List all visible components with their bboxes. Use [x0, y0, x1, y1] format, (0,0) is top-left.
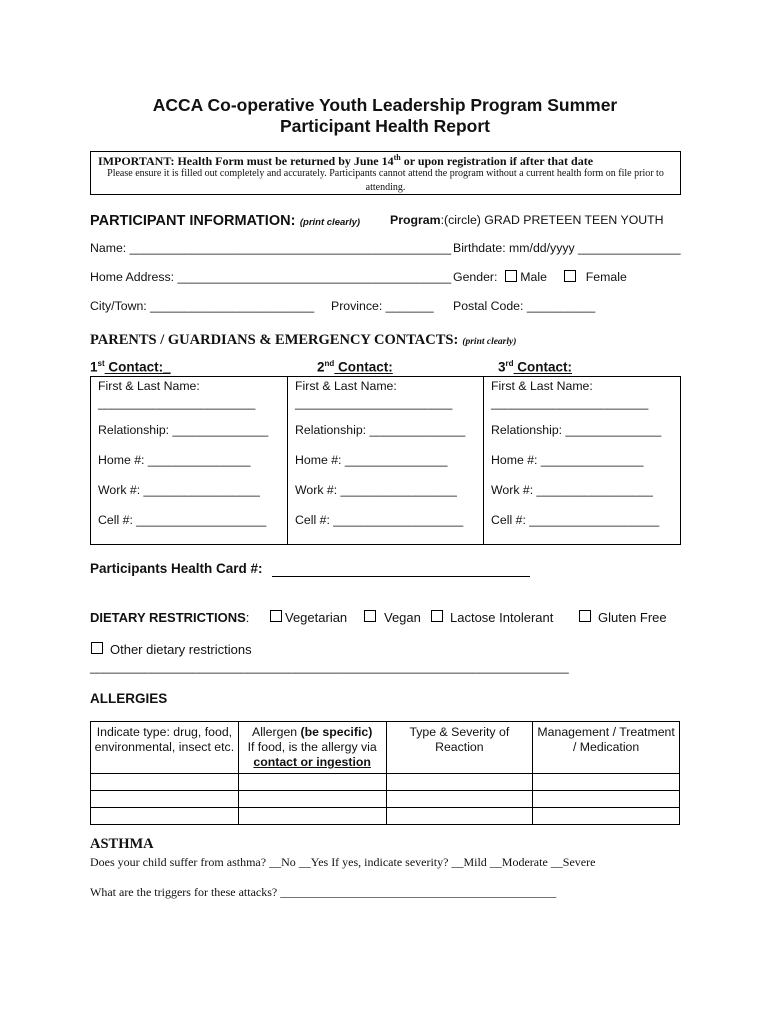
- table-cell[interactable]: [533, 774, 680, 791]
- allergies-table: [90, 721, 680, 825]
- table-cell[interactable]: [91, 791, 239, 808]
- table-cell[interactable]: [91, 774, 239, 791]
- contact-3-cell-field[interactable]: Cell #: ___________________: [491, 513, 660, 527]
- important-line2: Please ensure it is filled out completely and accurately. Participants cannot attend the program without a current health form on file prior to attending.: [107, 168, 664, 193]
- other-dietary-checkbox[interactable]: [91, 642, 103, 654]
- other-dietary-label: Other dietary restrictions: [110, 642, 252, 657]
- contact-1-column: [91, 377, 287, 544]
- contact-3-relationship-field[interactable]: Relationship: ______________: [491, 423, 662, 437]
- lactose-intolerant-checkbox[interactable]: [431, 610, 443, 622]
- vegan-checkbox[interactable]: [364, 610, 376, 622]
- contacts-table: [90, 376, 681, 545]
- asthma-heading: ASTHMA: [90, 836, 154, 852]
- male-label: Male: [520, 270, 547, 284]
- contact-2-cell-field[interactable]: Cell #: ___________________: [295, 513, 464, 527]
- table-cell[interactable]: [533, 808, 680, 825]
- lactose-intolerant-label: Lactose Intolerant: [450, 610, 554, 625]
- contact-2-column: [287, 377, 484, 544]
- table-row: [91, 808, 680, 825]
- table-cell[interactable]: [238, 808, 386, 825]
- asthma-question[interactable]: Does your child suffer from asthma? __No __Yes If yes, indicate severity? __Mild __Moderate __Severe: [90, 855, 596, 869]
- table-cell[interactable]: [533, 791, 680, 808]
- gender-field: Gender: Male Female: [453, 270, 627, 284]
- contact-1-work-field[interactable]: Work #: _________________: [98, 483, 260, 497]
- contact-1-name-label: First & Last Name:: [98, 379, 200, 393]
- vegetarian-label: Vegetarian: [285, 610, 348, 625]
- contact-1-home-field[interactable]: Home #: _______________: [98, 453, 251, 467]
- severity-header: Type & Severity of Reaction: [386, 722, 533, 774]
- table-cell[interactable]: [386, 808, 533, 825]
- contact-2-name-field[interactable]: _______________________: [295, 396, 453, 410]
- contact-1-heading: 1st Contact:_: [90, 359, 171, 375]
- health-card-label: Participants Health Card #:: [90, 561, 263, 576]
- asthma-triggers-question[interactable]: What are the triggers for these attacks? ______________________________________________: [90, 885, 557, 899]
- vegetarian-checkbox[interactable]: [270, 610, 282, 622]
- contact-3-heading: 3rd Contact:: [498, 359, 573, 375]
- birthdate-field[interactable]: Birthdate: mm/dd/yyyy _______________: [453, 241, 681, 255]
- page-subtitle: Participant Health Report: [279, 116, 491, 136]
- male-checkbox[interactable]: [505, 270, 517, 282]
- contact-2-work-field[interactable]: Work #: _________________: [295, 483, 457, 497]
- contact-3-home-field[interactable]: Home #: _______________: [491, 453, 644, 467]
- other-dietary-field[interactable]: ______________________________________________________________________: [90, 660, 569, 674]
- health-card-input[interactable]: [272, 576, 530, 577]
- allergy-type-header: Indicate type: drug, food, environmental, insect etc.: [91, 722, 239, 774]
- table-cell[interactable]: [386, 774, 533, 791]
- contact-2-relationship-field[interactable]: Relationship: ______________: [295, 423, 466, 437]
- contact-2-home-field[interactable]: Home #: _______________: [295, 453, 448, 467]
- contact-1-relationship-field[interactable]: Relationship: ______________: [98, 423, 269, 437]
- allergen-header: Allergen (be specific) If food, is the allergy via contact or ingestion: [238, 722, 386, 774]
- vegan-label: Vegan: [384, 610, 421, 625]
- contacts-heading: PARENTS / GUARDIANS & EMERGENCY CONTACTS: (print clearly): [90, 332, 517, 348]
- dietary-heading: DIETARY RESTRICTIONS: [90, 610, 246, 625]
- table-cell[interactable]: [238, 791, 386, 808]
- female-label: Female: [585, 270, 627, 284]
- allergies-header-row: [91, 722, 680, 774]
- contact-3-name-label: First & Last Name:: [491, 379, 593, 393]
- contact-3-work-field[interactable]: Work #: _________________: [491, 483, 653, 497]
- contact-2-name-label: First & Last Name:: [295, 379, 397, 393]
- page-title: ACCA Co-operative Youth Leadership Program Summer: [152, 95, 618, 115]
- gluten-free-label: Gluten Free: [598, 610, 667, 625]
- female-checkbox[interactable]: [564, 270, 576, 282]
- contact-3-name-field[interactable]: _______________________: [491, 396, 649, 410]
- table-cell[interactable]: [238, 774, 386, 791]
- contact-2-heading: 2nd Contact:: [317, 359, 393, 375]
- city-field[interactable]: City/Town: ________________________: [90, 299, 315, 313]
- postal-code-field[interactable]: Postal Code: __________: [453, 299, 596, 313]
- program-field[interactable]: Program:(circle) GRAD PRETEEN TEEN YOUTH: [390, 213, 664, 227]
- contact-1-cell-field[interactable]: Cell #: ___________________: [98, 513, 267, 527]
- province-field[interactable]: Province: _______: [331, 299, 434, 313]
- allergies-heading: ALLERGIES: [90, 691, 168, 706]
- home-address-field[interactable]: Home Address: ________________________________________: [90, 270, 452, 284]
- name-field[interactable]: Name: _______________________________________________: [90, 241, 452, 255]
- table-cell[interactable]: [386, 791, 533, 808]
- management-header: Management / Treatment / Medication: [533, 722, 680, 774]
- table-cell[interactable]: [91, 808, 239, 825]
- contact-1-name-field[interactable]: _______________________: [98, 396, 256, 410]
- important-notice: [90, 151, 681, 195]
- table-row: [91, 791, 680, 808]
- table-row: [91, 774, 680, 791]
- contact-3-column: [483, 377, 681, 544]
- dietary-row: DIETARY RESTRICTIONS:: [90, 610, 250, 625]
- important-line1: IMPORTANT: Health Form must be returned by June 14th or upon registration if after that date: [98, 153, 594, 168]
- gluten-free-checkbox[interactable]: [579, 610, 591, 622]
- participant-heading: PARTICIPANT INFORMATION: (print clearly): [90, 213, 361, 229]
